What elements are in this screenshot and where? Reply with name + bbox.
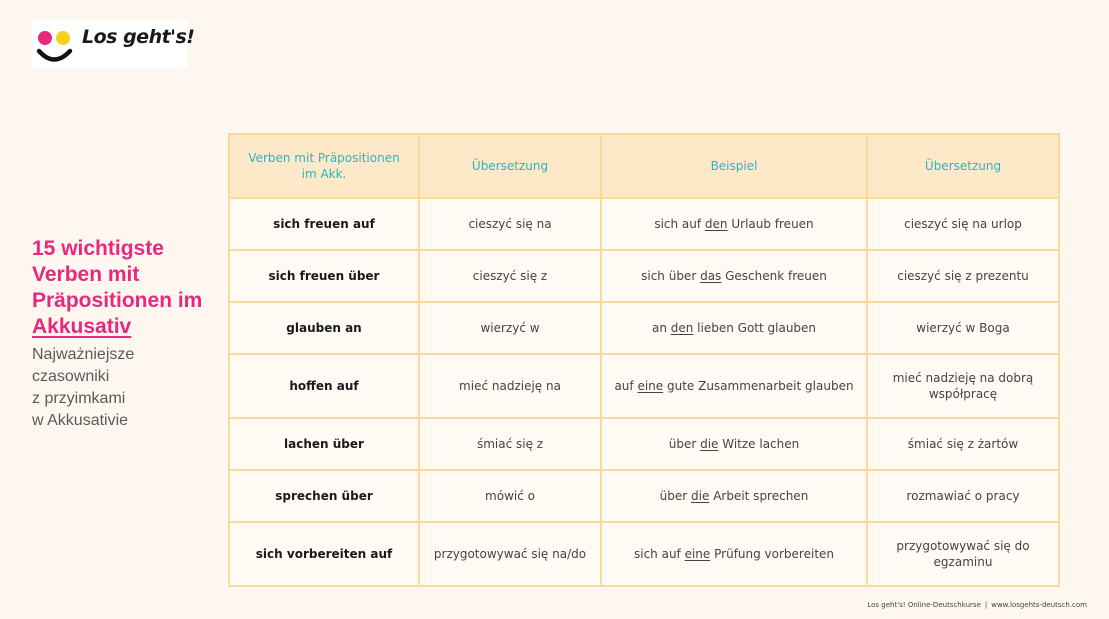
example-article: das: [700, 269, 722, 283]
header-example-translation: Übersetzung: [867, 134, 1059, 198]
example-cell: [601, 470, 867, 522]
example-text: sich auf: [654, 217, 705, 231]
subtitle-line: w Akkusativie: [32, 412, 129, 429]
example-text: Urlaub freuen: [727, 217, 814, 231]
example-cell: [601, 302, 867, 354]
subtitle-line: Najważniejsze: [32, 346, 135, 363]
example-translation-cell: śmiać się z żartów: [867, 418, 1059, 470]
example-text: Geschenk freuen: [721, 269, 827, 283]
page-subtitle: [32, 344, 222, 432]
table-row: [229, 302, 1059, 354]
table-row: [229, 198, 1059, 250]
example-cell: [601, 250, 867, 302]
header-example: Beispiel: [601, 134, 867, 198]
subtitle-line: czasowniki: [32, 368, 110, 385]
translation-cell: cieszyć się z: [419, 250, 601, 302]
example-text: über: [668, 437, 701, 451]
example-text: Prüfung vorbereiten: [710, 547, 835, 561]
example-article: den: [670, 321, 694, 335]
table-row: [229, 470, 1059, 522]
table-body: [229, 198, 1059, 586]
example-text: sich über: [641, 269, 701, 283]
example-translation-cell: przygotowywać się do egzaminu: [867, 522, 1059, 586]
page-title-text: 15 wichtigste Verben mit Präpositionen im: [32, 237, 203, 312]
example-article: eine: [637, 379, 664, 393]
example-cell: [601, 198, 867, 250]
table-row: [229, 418, 1059, 470]
header-translation: Übersetzung: [419, 134, 601, 198]
example-text: Witze lachen: [718, 437, 800, 451]
verb-cell: lachen über: [229, 418, 419, 470]
example-text: lieben Gott glauben: [693, 321, 817, 335]
example-cell: [601, 354, 867, 418]
logo-smile: [39, 51, 70, 60]
subtitle-line: z przyimkami: [32, 390, 126, 407]
logo-yellow-dot: [56, 31, 70, 45]
example-text: Arbeit sprechen: [709, 489, 809, 503]
table-header-row: [229, 134, 1059, 198]
page-title: [32, 236, 222, 340]
verb-cell: sprechen über: [229, 470, 419, 522]
example-cell: [601, 418, 867, 470]
example-text: an: [651, 321, 671, 335]
side-panel: [32, 236, 222, 432]
example-translation-cell: cieszyć się z prezentu: [867, 250, 1059, 302]
example-translation-cell: wierzyć w Boga: [867, 302, 1059, 354]
verb-cell: sich freuen auf: [229, 198, 419, 250]
footer: [867, 601, 1087, 609]
logo-text: Los geht's!: [82, 26, 195, 48]
example-text: sich auf: [633, 547, 685, 561]
translation-cell: cieszyć się na: [419, 198, 601, 250]
table-row: [229, 250, 1059, 302]
example-article: den: [704, 217, 728, 231]
example-text: gute Zusammenarbeit glauben: [663, 379, 854, 393]
example-article: die: [691, 489, 710, 503]
verb-cell: hoffen auf: [229, 354, 419, 418]
translation-cell: wierzyć w: [419, 302, 601, 354]
logo-pink-dot: [38, 31, 52, 45]
verb-cell: glauben an: [229, 302, 419, 354]
example-text: über: [659, 489, 692, 503]
translation-cell: mieć nadzieję na: [419, 354, 601, 418]
example-article: die: [700, 437, 719, 451]
verb-cell: sich vorbereiten auf: [229, 522, 419, 586]
verbs-table: [228, 133, 1060, 587]
translation-cell: mówić o: [419, 470, 601, 522]
verb-cell: sich freuen über: [229, 250, 419, 302]
translation-cell: przygotowywać się na/do: [419, 522, 601, 586]
footer-separator: |: [984, 601, 988, 609]
example-article: eine: [684, 547, 711, 561]
logo: [32, 20, 195, 68]
smiley-logo-icon: [32, 20, 82, 68]
footer-company: Los geht's! Online-Deutschkurse: [867, 601, 981, 609]
translation-cell: śmiać się z: [419, 418, 601, 470]
example-translation-cell: rozmawiać o pracy: [867, 470, 1059, 522]
example-translation-cell: cieszyć się na urlop: [867, 198, 1059, 250]
example-translation-cell: mieć nadzieję na dobrą współpracę: [867, 354, 1059, 418]
table-row: [229, 522, 1059, 586]
footer-url: www.losgehts-deutsch.com: [991, 601, 1087, 609]
example-cell: [601, 522, 867, 586]
table-row: [229, 354, 1059, 418]
header-verbs: Verben mit Präpositionen im Akk.: [229, 134, 419, 198]
page-title-accent: Akkusativ: [32, 315, 132, 338]
example-text: auf: [614, 379, 638, 393]
